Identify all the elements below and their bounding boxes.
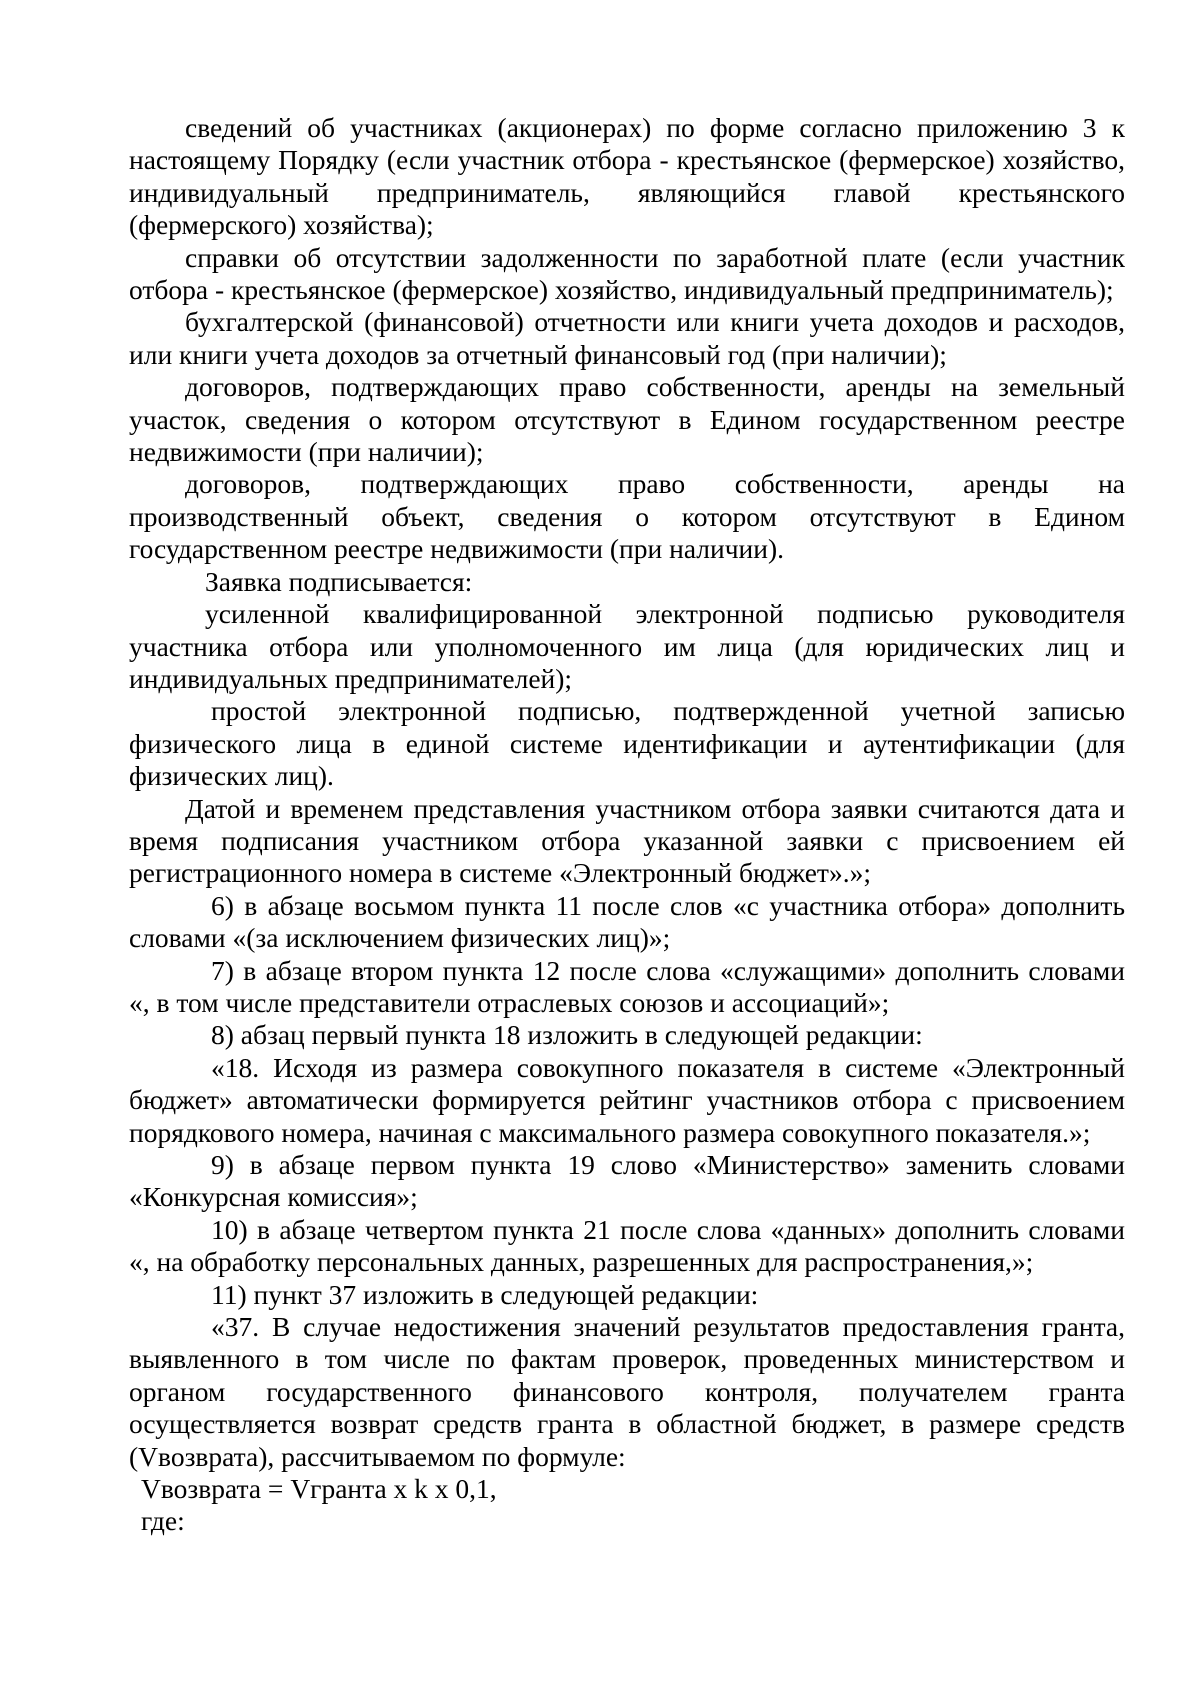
paragraph-facility-contracts: договоров, подтверждающих право собственности, аренды на производственный объект, сведения о котором отсутствуют в Едином государственном реестре недвижимости (при наличии).: [129, 468, 1125, 565]
paragraph-clause-37: «37. В случае недостижения значений результатов предоставления гранта, выявленного в том числе по фактам проверок, проведенных министерством и органом государственного финансового контроля, получателем гранта осуществляется возврат средств гранта в областной бюджет, в размере средств (Vвозврата), рассчитываемом по формуле:: [129, 1311, 1125, 1472]
paragraph-clause-18: «18. Исходя из размера совокупного показателя в системе «Электронный бюджет» автоматически формируется рейтинг участников отбора с присвоением порядкового номера, начиная с максимального размера совокупного показателя.»;: [129, 1051, 1125, 1148]
paragraph-wage-debt-certificate: справки об отсутствии задолженности по заработной плате (если участник отбора - крестьянское (фермерское) хозяйство, индивидуальный предприниматель);: [129, 241, 1125, 306]
formula-refund: Vвозврата = Vгранта x k x 0,1,: [141, 1473, 497, 1505]
paragraph-shareholders-info: сведений об участниках (акционерах) по форме согласно приложению 3 к настоящему Порядку (если участник отбора - крестьянское (фермерское) хозяйство, индивидуальный предприниматель, являющийся главой крестьянского (фермерского) хозяйства);: [129, 112, 1125, 241]
paragraph-accounting-reports: бухгалтерской (финансовой) отчетности или книги учета доходов и расходов, или книги учета доходов за отчетный финансовый год (при наличии);: [129, 306, 1125, 370]
paragraph-where: где:: [141, 1505, 185, 1537]
document-body: [129, 112, 1125, 1538]
paragraph-item-10: 10) в абзаце четвертом пункта 21 после слова «данных» дополнить словами «, на обработку персональных данных, разрешенных для распространения,»;: [129, 1213, 1125, 1278]
paragraph-item-7: 7) в абзаце втором пункта 12 после слова «служащими» дополнить словами «, в том числе представители отраслевых союзов и ассоциаций»;: [129, 954, 1125, 1018]
paragraph-land-contracts: договоров, подтверждающих право собственности, аренды на земельный участок, сведения о котором отсутствуют в Едином государственном реестре недвижимости (при наличии);: [129, 371, 1125, 468]
paragraph-application-signing: Заявка подписывается:: [205, 565, 473, 597]
paragraph-simple-signature: простой электронной подписью, подтвержденной учетной записью физического лица в единой системе идентификации и аутентификации (для физических лиц).: [129, 695, 1125, 792]
paragraph-qualified-signature: усиленной квалифицированной электронной подписью руководителя участника отбора или уполномоченного им лица (для юридических лиц и индивидуальных предпринимателей);: [129, 598, 1125, 694]
paragraph-item-9: 9) в абзаце первом пункта 19 слово «Министерство» заменить словами «Конкурсная комиссия»;: [129, 1149, 1125, 1213]
paragraph-item-11: 11) пункт 37 изложить в следующей редакции:: [211, 1278, 759, 1310]
paragraph-item-8: 8) абзац первый пункта 18 изложить в следующей редакции:: [211, 1019, 923, 1051]
paragraph-submission-date: Датой и временем представления участником отбора заявки считаются дата и время подписания участником отбора указанной заявки с присвоением ей регистрационного номера в системе «Электронный бюджет».»;: [129, 792, 1125, 889]
paragraph-item-6: 6) в абзаце восьмом пункта 11 после слов «с участника отбора» дополнить словами «(за исключением физических лиц)»;: [129, 889, 1125, 954]
